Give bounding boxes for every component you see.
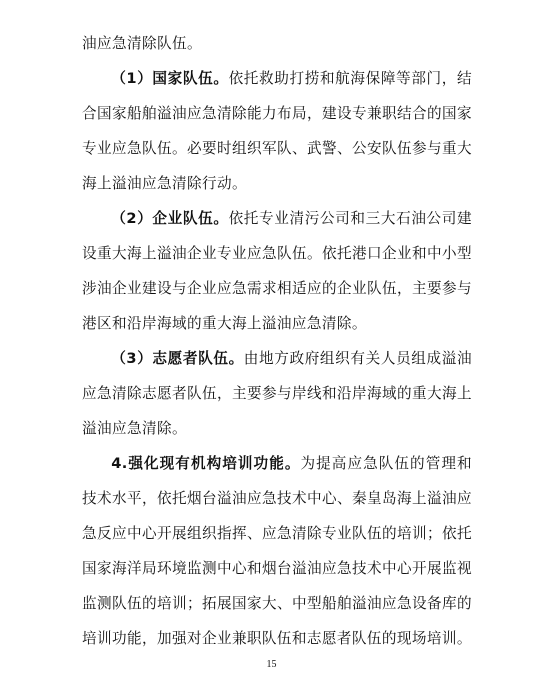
paragraph-heading: 4.强化现有机构培训功能。 bbox=[111, 455, 301, 472]
paragraph-body: 依托专业清污公司和三大石油公司建设重大海上溢油企业专业应急队伍。依托港口企业和中小型涉油企业建设与企业应急需求相适应的企业队伍，主要参与港区和沿岸海域的重大海上溢油应急清除。 bbox=[82, 210, 472, 332]
paragraph-enterprise-team bbox=[82, 201, 472, 341]
paragraph-continuation bbox=[82, 26, 472, 61]
paragraph-volunteer-team bbox=[82, 341, 472, 446]
paragraph-body: 为提高应急队伍的管理和技术水平，依托烟台溢油应急技术中心、秦皇岛海上溢油应急反应中心开展组织指挥、应急清除专业队伍的培训；依托国家海洋局环境监测中心和烟台溢油应急技术中心开展监视监测队伍的培训；拓展国家大、中型船舶溢油应急设备库的培训功能，加强对企业兼职队伍和志愿者队伍的现场培训。 bbox=[82, 455, 472, 647]
paragraph-body: 油应急清除队伍。 bbox=[82, 35, 202, 52]
paragraph-heading: （3）志愿者队伍。 bbox=[111, 350, 244, 367]
paragraph-national-team bbox=[82, 61, 472, 201]
page-number: 15 bbox=[266, 659, 277, 670]
paragraph-body: 依托救助打捞和航海保障等部门，结合国家船舶溢油应急清除能力布局，建设专兼职结合的国家专业应急队伍。必要时组织军队、武警、公安队伍参与重大海上溢油应急清除行动。 bbox=[82, 70, 472, 192]
paragraph-heading: （1）国家队伍。 bbox=[111, 70, 229, 87]
paragraph-body: 由地方政府组织有关人员组成溢油应急清除志愿者队伍，主要参与岸线和沿岸海域的重大海上溢油应急清除。 bbox=[82, 350, 472, 437]
body-text bbox=[82, 26, 472, 656]
paragraph-training bbox=[82, 446, 472, 656]
paragraph-heading: （2）企业队伍。 bbox=[111, 210, 229, 227]
